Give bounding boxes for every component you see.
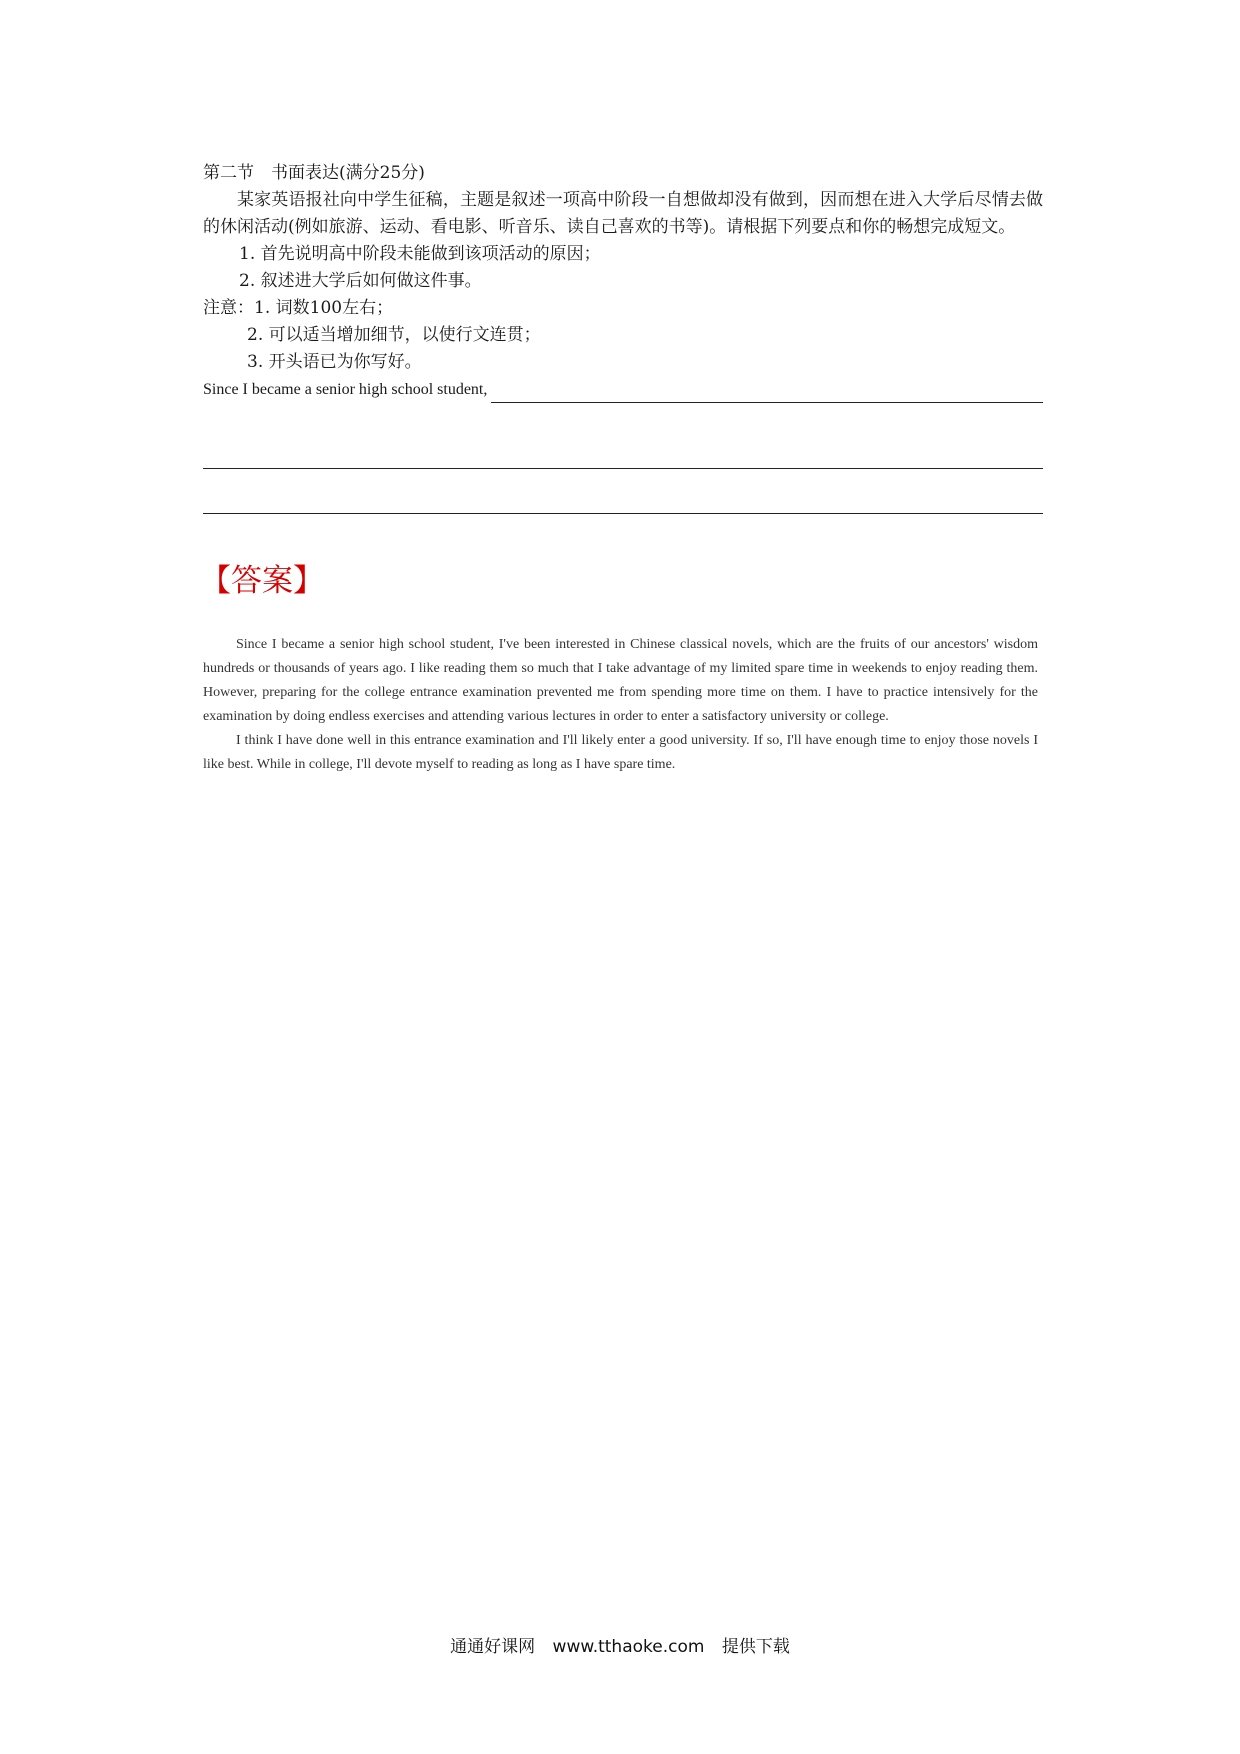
starter-row (203, 376, 1043, 403)
task-intro: 某家英语报社向中学生征稿，主题是叙述一项高中阶段一自想做却没有做到，因而想在进入大学后尽情去做的休闲活动(例如旅游、运动、看电影、听音乐、读自己喜欢的书等)。请根据下列要点和你的畅想完成短文。 (203, 190, 1043, 237)
answer-essay (203, 633, 1038, 777)
note-item: 3. 开头语已为你写好。 (247, 352, 422, 372)
footer-suffix: 提供下载 (721, 1637, 790, 1657)
answer-paragraph: I think I have done well in this entrance examination and I'll likely enter a good university. If so, I'll have enough time to enjoy those novels I like best. While in college, I'll devote myself to reading as long as I have spare time. (203, 733, 1038, 772)
footer-url: www.tthaoke.com (552, 1637, 705, 1657)
task-point: 1. 首先说明高中阶段未能做到该项活动的原因； (239, 244, 601, 264)
answer-blank-line (491, 382, 1043, 403)
answer-blank-line (203, 513, 1043, 514)
task-point: 2. 叙述进大学后如何做这件事。 (239, 271, 482, 291)
starter-sentence: Since I became a senior high school student, (203, 381, 488, 398)
notes-row (203, 295, 1043, 322)
page-footer (0, 1632, 1240, 1657)
footer-site-name: 通通好课网 (450, 1637, 536, 1657)
answer-blank-line (203, 468, 1043, 469)
note-item: 2. 可以适当增加细节，以使行文连贯； (247, 325, 541, 345)
section-heading: 第二节 书面表达(满分25分) (203, 163, 425, 183)
writing-task-section (203, 160, 1043, 403)
answer-title: 【答案】 (200, 563, 324, 599)
notes-label: 注意： (203, 298, 254, 318)
answer-paragraph: Since I became a senior high school student, I've been interested in Chinese classical novels, which are the fruits of our ancestors' wisdom hundreds or thousands of years ago. I like reading them so much that I take advantage of my limited spare time in weekends to enjoy reading them. However, preparing for the college entrance examination prevented me from spending more time on them. I have to practice intensively for the examination by doing endless exercises and attending various lectures in order to enter a satisfactory university or college. (203, 637, 1038, 724)
note-item: 1. 词数100左右； (254, 298, 394, 318)
